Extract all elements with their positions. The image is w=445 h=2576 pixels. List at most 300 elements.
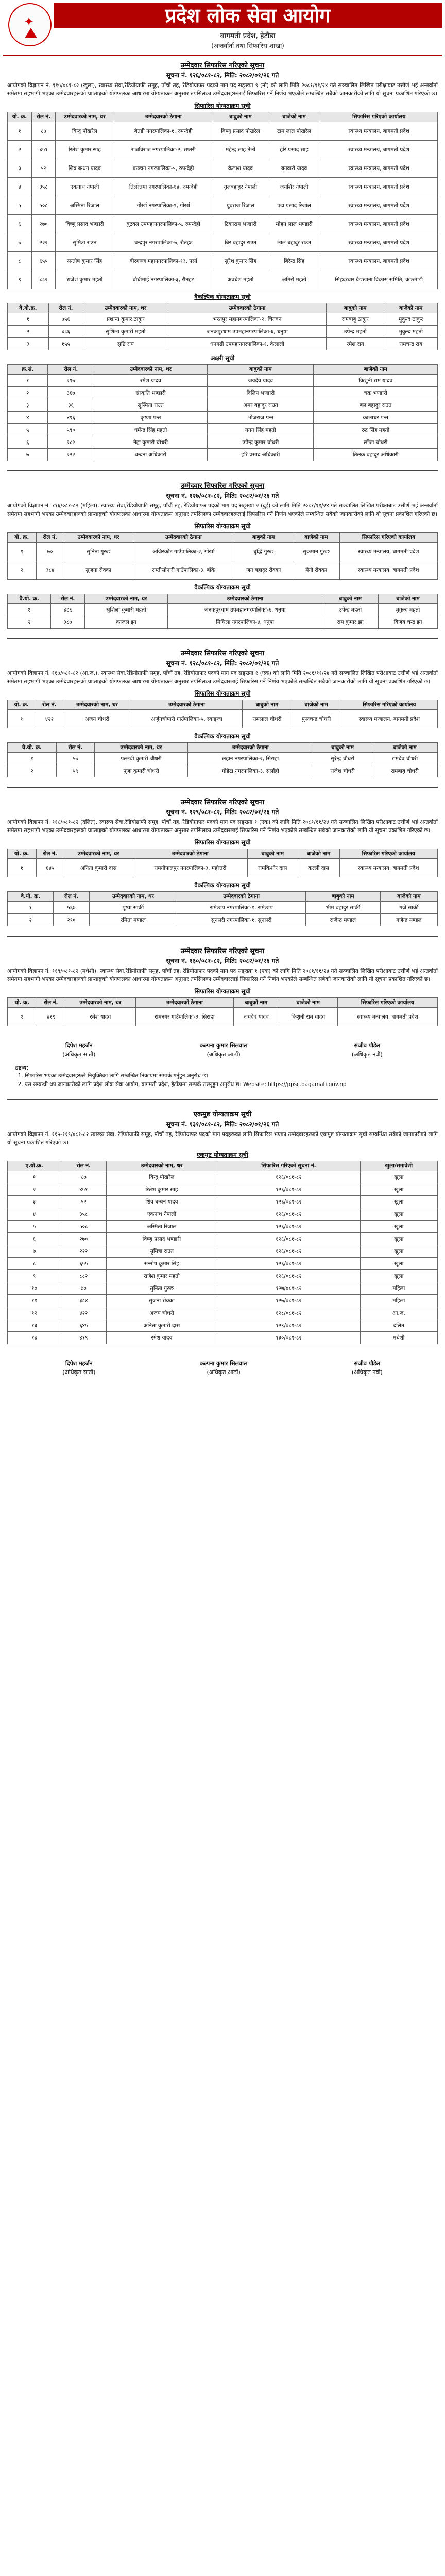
signer-name: संजीव पौडेल <box>354 1360 381 1367</box>
col-header: उम्मेदवारको ठेगाना <box>177 892 306 902</box>
table-cell: फुलचन्द्र चौधरी <box>292 710 341 728</box>
list-title: सिफारिस योग्यताक्रम सूची <box>194 988 251 995</box>
table-cell: ११ <box>8 1295 61 1307</box>
col-header: रोल नं. <box>36 533 64 543</box>
table-cell: बैतडी नगरपालिका-१, रुपन्देही <box>114 122 213 141</box>
table-row <box>8 178 438 196</box>
col-header: उम्मेदवारको ठेगाना <box>168 594 322 604</box>
table-cell: मुकुन्द ठाकुर <box>384 313 438 326</box>
table-cell: रितेश कुमार साह <box>56 141 114 159</box>
col-header: बाजेको नाम <box>380 892 437 902</box>
signature <box>352 1042 383 1058</box>
col-header: यो. क्र. <box>8 700 36 710</box>
signature <box>200 1360 248 1376</box>
signer-name: दिपेश महर्जन <box>65 1360 93 1367</box>
alternate-table <box>7 594 438 629</box>
table-cell: ६५५ <box>61 1258 106 1270</box>
table-cell: १ <box>8 604 51 616</box>
table-cell: तिलक बहादुर अधिकारी <box>314 449 438 461</box>
table-cell: अजय चौधरी <box>63 710 131 728</box>
col-header: उम्मेदवारको नाम, थर <box>65 998 136 1008</box>
signer-role: (अधिकृत नवौं) <box>351 1369 383 1376</box>
notice-title: एकमुष्ट योग्यताक्रम सूची <box>193 1111 252 1118</box>
signature <box>352 1360 383 1376</box>
consolidated-table <box>7 1161 438 1344</box>
flag-icon <box>25 28 37 38</box>
recommendation-table <box>7 532 438 580</box>
table-cell: रमिता मण्डल <box>89 914 177 926</box>
table-cell: तुलबहादुर नेपाली <box>213 178 268 196</box>
table-row <box>8 252 438 270</box>
notice-131 <box>0 1105 445 1348</box>
table-cell: स्वास्थ्य मन्त्रालय, बागमती प्रदेश <box>320 178 438 196</box>
table-cell: १२६/०८१-८२ <box>217 1183 360 1196</box>
table-cell: स्वास्थ्य मन्त्रालय, बागमती प्रदेश <box>337 1008 437 1026</box>
table-cell: गोर्खा नगरपालिका-९, गोर्खा <box>114 196 213 215</box>
table-cell: १२६/०८१-८२ <box>217 1233 360 1245</box>
table-row <box>8 1221 438 1233</box>
table-cell: राजविराज नगरपालिका-२, सप्तरी <box>114 141 213 159</box>
list-title: एकमुष्ट योग्यताक्रम सूची <box>197 1151 248 1158</box>
col-header: सिफारिस गरिएको कार्यालय <box>339 533 437 543</box>
table-cell: १२७/०८१-८२ <box>217 1282 360 1295</box>
col-header: रोल नं. <box>48 303 83 313</box>
table-cell: अनिता कुमारी दास <box>106 1319 217 1332</box>
col-header: बाबुको नाम <box>322 594 379 604</box>
col-header: रोल नं. <box>51 594 84 604</box>
col-header: सिफारिस गरिएको सूचना नं. <box>217 1161 360 1171</box>
section-divider <box>7 936 438 937</box>
table-cell: अजय चौधरी <box>106 1307 217 1319</box>
table-row <box>8 141 438 159</box>
table-cell: विष्णु प्रसाद पोखरेल <box>213 122 268 141</box>
table-row <box>8 1270 438 1282</box>
table-row <box>8 375 438 387</box>
table-cell: किशुनी राम यादव <box>279 1008 337 1026</box>
table-cell: बिर बहादुर राउत <box>213 233 268 252</box>
table-header-row <box>8 998 438 1008</box>
table-cell: स्वास्थ्य मन्त्रालय, बागमती प्रदेश <box>320 196 438 215</box>
col-header: बाबुको नाम <box>213 112 268 122</box>
table-cell: हरि प्रसाद अधिकारी <box>208 449 314 461</box>
table-cell: १२ <box>8 1307 61 1319</box>
table-cell: १ <box>8 375 48 387</box>
table-header-row <box>8 303 438 313</box>
table-cell: राम कुमार झा <box>322 616 379 629</box>
recommendation-table <box>7 849 438 877</box>
recommendation-table <box>7 112 438 289</box>
table-body <box>8 122 438 289</box>
table-cell: ३ <box>8 159 32 178</box>
table-cell: संस्कृति भण्डारी <box>94 387 208 399</box>
col-header: उम्मेदवारको नाम, थर <box>64 849 133 859</box>
table-cell: २ <box>8 387 48 399</box>
table-cell: ५०८ <box>32 196 56 215</box>
col-header: वै.यो. क्र. <box>8 743 57 753</box>
section-divider <box>7 1099 438 1100</box>
table-cell: ५७ <box>57 753 95 765</box>
col-header: बाजेको नाम <box>298 849 339 859</box>
table-cell: ८७ <box>32 122 56 141</box>
signer-name: संजीव पौडेल <box>354 1042 381 1049</box>
table-cell: अस्मिता रिजाल <box>56 196 114 215</box>
notice-number: सूचना नं. १३१/०८१-८२, मिति: २०८२/०१/२६ गते <box>166 1121 279 1128</box>
table-cell: सुनसरी नगरपालिका-१, सुनसरी <box>177 914 306 926</box>
table-cell: दलित <box>360 1319 437 1332</box>
table-cell: ७ <box>8 1245 61 1258</box>
recommendation-table <box>7 700 438 728</box>
table-body <box>8 313 438 350</box>
table-cell: चक्र भण्डारी <box>314 387 438 399</box>
col-header: उम्मेदवारको ठेगाना <box>131 700 243 710</box>
table-cell: महिला <box>360 1295 437 1307</box>
signer-role: (अधिकृत आठौं) <box>207 1369 241 1376</box>
table-cell: ३८७ <box>51 616 84 629</box>
table-cell: १२६/०८१-८२ <box>217 1245 360 1258</box>
signer-name: दिपेश महर्जन <box>65 1042 93 1049</box>
alternate-table <box>7 742 438 777</box>
table-row <box>8 543 438 561</box>
table-row <box>8 902 438 914</box>
table-row <box>8 710 438 728</box>
table-cell: पद्म प्रसाद रिजाल <box>268 196 320 215</box>
table-cell: ४ <box>8 178 32 196</box>
table-body <box>8 604 438 629</box>
col-header: उम्मेदवारको ठेगाना <box>133 849 247 859</box>
table-cell: १३ <box>8 1319 61 1332</box>
table-cell: स्वास्थ्य मन्त्रालय, बागमती प्रदेश <box>320 159 438 178</box>
notice-title: उम्मेदवार सिफारिस गरिएको सूचना <box>180 799 265 806</box>
table-cell: २ <box>8 765 57 777</box>
page-subtitle-2: (अन्तर्वार्ता तथा सिफारिस शाखा) <box>211 42 284 49</box>
emblem-logo <box>8 3 52 46</box>
col-header: रोल नं. <box>37 998 65 1008</box>
table-cell: ६४५ <box>36 859 64 877</box>
table-cell: राजेन्द्र मण्डल <box>305 914 380 926</box>
col-header: यो. क्र. <box>8 849 37 859</box>
table-cell: रामेछाप नगरपालिका-१, रामेछाप <box>177 902 306 914</box>
table-row <box>8 1282 438 1295</box>
table-cell: ९ <box>8 270 32 289</box>
table-cell: १३०/०८१-८२ <box>217 1332 360 1344</box>
table-cell: मोहन लाल भण्डारी <box>268 215 320 233</box>
table-row <box>8 1319 438 1332</box>
col-header: रोल नं. <box>57 743 95 753</box>
table-cell: महेन्द्र साह तेली <box>213 141 268 159</box>
page-title: प्रदेश लोक सेवा आयोग <box>54 3 442 28</box>
table-cell: कृष्णा पन्त <box>94 412 208 424</box>
table-row <box>8 561 438 580</box>
table-cell: स्वास्थ्य मन्त्रालय, बागमती प्रदेश <box>339 859 437 877</box>
table-cell: ४२२ <box>36 710 63 728</box>
table-cell: खुला <box>360 1245 437 1258</box>
table-cell: रामकिशोर दास <box>248 859 298 877</box>
table-cell: गगन सिंह महतो <box>208 424 314 436</box>
table-cell: ६ <box>8 1233 61 1245</box>
table-cell: सृष्टि राय <box>83 338 168 350</box>
notes-block <box>0 1062 445 1094</box>
signer-name: कल्पना कुमार सिलवाल <box>199 1042 248 1049</box>
table-header-row <box>8 892 438 902</box>
table-cell: रामदेव चौधरी <box>372 753 438 765</box>
table-cell: ३ <box>8 1196 61 1208</box>
table-cell: शिव बन्धन यादव <box>106 1196 217 1208</box>
signer-role: (अधिकृत नवौं) <box>351 1051 383 1058</box>
table-cell: बन्दना अधिकारी <box>94 449 208 461</box>
list-title: सिफारिस योग्यताक्रम सूची <box>194 522 251 530</box>
table-row <box>8 1171 438 1183</box>
table-row <box>8 1008 438 1026</box>
table-cell: ३८४ <box>61 1295 106 1307</box>
signature-block <box>0 1030 445 1062</box>
col-header: बाबुको नाम <box>313 743 372 753</box>
table-cell: भीम बहादुर सार्की <box>305 902 380 914</box>
table-cell: १ <box>8 859 37 877</box>
notice-body: आयोगको विज्ञापन नं. ११९/०८१-८२ (मधेशी), स्वास्थ्य सेवा,रेडियोग्राफी समूह, पाँचौं तह, रेडियोग्राफर पदको माग पद सङ्ख्या १ (एक) को लागि मिति २०८१/११/२४ गते सञ्चालित लिखित परीक्षाबाट उत्तीर्ण भई अन्तर्वार्ता समेतमा सहभागी भएका उम्मेदवारहरूको प्राप्ताङ्कको योगफलका आधारमा योग्यताक्रम अनुसार तपसिलका उम्मेदवारलाई सिफारिस गर्ने निर्णय भएकोले सम्बन्धित सबैको जानकारीको लागि यो सूचना प्रकाशित गरिएको छ। <box>7 968 438 982</box>
table-body <box>8 753 438 777</box>
table-cell: सुनिता गुरुङ <box>106 1282 217 1295</box>
table-row <box>8 765 438 777</box>
table-cell: एकनाथ नेपाली <box>106 1208 217 1221</box>
table-cell: १२६/०८१-८२ <box>217 1270 360 1282</box>
col-header: बाबुको नाम <box>208 365 314 375</box>
table-cell: रामबाबु चौधरी <box>372 765 438 777</box>
table-cell: मधेशी <box>360 1332 437 1344</box>
table-cell: बनवारी यादव <box>268 159 320 178</box>
table-cell: मुकुन्द महतो <box>379 604 438 616</box>
col-header: बाजेको नाम <box>293 533 340 543</box>
table-cell: ३५८ <box>61 1208 106 1221</box>
col-header: बाजेको नाम <box>279 998 337 1008</box>
table-cell: खुला <box>360 1233 437 1245</box>
table-cell: सुनिता गुरुङ <box>64 543 133 561</box>
table-cell: ५२ <box>32 159 56 178</box>
table-cell: ३६७ <box>48 387 94 399</box>
table-cell: अमिरी महतो <box>268 270 320 289</box>
signer-role: (अधिकृत सातौं) <box>62 1051 96 1058</box>
notice-126 <box>0 56 445 465</box>
col-header: बाबुको नाम <box>305 892 380 902</box>
table-cell: चन्द्रपुर नगरपालिका-७, रौतहट <box>114 233 213 252</box>
table-cell: धनगढी उपमहानगरपालिका-१, कैलाली <box>168 338 326 350</box>
notes-title: द्रष्टव्य: <box>15 1065 29 1071</box>
table-cell: गजे सार्की <box>380 902 437 914</box>
table-cell: ६ <box>8 436 48 449</box>
table-cell: ७ <box>8 449 48 461</box>
col-header: उम्मेदवारको नाम, थर <box>84 594 167 604</box>
table-cell: एकनाथ नेपाली <box>56 178 114 196</box>
notice-number: सूचना नं. १२६/०८१-८२, मिति: २०८२/०१/२६ गते <box>166 72 279 79</box>
col-header: वै.यो. क्र. <box>8 594 51 604</box>
col-header: सिफारिस गरिएको कार्यालय <box>337 998 437 1008</box>
notice-body: आयोगको विज्ञापन नं. ११५/०८१-८२ (खुला), स्वास्थ्य सेवा,रेडियोग्राफी समूह, पाँचौं तह, रेडियोग्राफर पदको माग पद सङ्ख्या ९ (नौ) को लागि मिति २०८१/११/२४ गते सञ्चालित लिखित परीक्षाबाट उत्तीर्ण भई अन्तर्वार्ता समेतमा सहभागी भएका उम्मेदवारहरूको प्राप्ताङ्कको योगफलका आधारमा योग्यताक्रम अनुसार तपसिलका उम्मेदवारहरूलाई सिफारिस गर्ने निर्णय भएकोले सम्बन्धित सबैको जानकारीको लागि यो सूचना प्रकाशित गरिएको छ। <box>7 82 438 97</box>
alphabetical-table <box>7 364 438 461</box>
table-cell: सुरेश कुमार सिंह <box>213 252 268 270</box>
table-cell: कालाधर पन्त <box>314 412 438 424</box>
table-cell: सुमित्रा राउत <box>106 1245 217 1258</box>
section-divider <box>7 787 438 788</box>
table-row <box>8 412 438 424</box>
table-row <box>8 1307 438 1319</box>
table-cell: स्वास्थ्य मन्त्रालय, बागमती प्रदेश <box>320 122 438 141</box>
table-body <box>8 1008 438 1026</box>
col-header: उम्मेदवारको ठेगाना <box>168 303 326 313</box>
notice-129 <box>0 793 445 930</box>
table-cell: २७० <box>61 1233 106 1245</box>
table-cell: मुकुन्द महतो <box>384 326 438 338</box>
table-cell: किशुनी राम यादव <box>314 375 438 387</box>
table-body <box>8 859 438 877</box>
page-header <box>0 0 445 55</box>
table-cell: शिव बन्धन यादव <box>56 159 114 178</box>
signature <box>62 1042 95 1058</box>
section-divider <box>7 638 438 639</box>
col-header: उम्मेदवारको नाम, थर <box>94 365 208 375</box>
table-cell: राजेश कुमार महतो <box>106 1270 217 1282</box>
signature-block <box>0 1348 445 1380</box>
col-header: उम्मेदवारको नाम, थर <box>89 892 177 902</box>
table-cell: विष्णु प्रसाद भण्डारी <box>106 1233 217 1245</box>
table-cell: जयशिर नेपाली <box>268 178 320 196</box>
col-header: यो. क्र. <box>8 112 32 122</box>
col-header: उम्मेदवारको नाम, थर <box>83 303 168 313</box>
table-cell: ५ <box>8 196 32 215</box>
notice-title: उम्मेदवार सिफारिस गरिएको सूचना <box>180 482 265 490</box>
table-cell: बिजय चन्द्र झा <box>379 616 438 629</box>
table-cell: जयदेव यादव <box>208 375 314 387</box>
table-cell: रमेश यादव <box>65 1008 136 1026</box>
table-cell: बिरेन्द्र सिंह <box>268 252 320 270</box>
table-body <box>8 543 438 580</box>
table-cell: रमेश राय <box>327 338 384 350</box>
table-row <box>8 616 438 629</box>
table-cell: १ <box>8 710 36 728</box>
table-body <box>8 1171 438 1344</box>
signature <box>200 1042 248 1058</box>
alternate-table <box>7 303 438 350</box>
table-cell: ४१९ <box>61 1332 106 1344</box>
table-cell: ३ <box>8 338 49 350</box>
table-cell: कल्ली दास <box>298 859 339 877</box>
table-cell: १० <box>8 1282 61 1295</box>
table-cell: पल्लवी कुमारी चौधरी <box>94 753 188 765</box>
table-cell: ७५६ <box>48 313 83 326</box>
table-cell: ८ <box>8 252 32 270</box>
table-cell: जनकपुरधाम उपमहानगरपालिका-६, धनुषा <box>168 604 322 616</box>
table-cell: ८ <box>8 1258 61 1270</box>
table-row <box>8 159 438 178</box>
table-cell: १ <box>8 122 32 141</box>
table-cell: पुष्पा सार्की <box>89 902 177 914</box>
table-cell: ७० <box>61 1282 106 1295</box>
notice-number: सूचना नं. १२९/०८१-८२, मिति: २०८२/०१/२६ गते <box>166 808 279 816</box>
table-row <box>8 1332 438 1344</box>
table-cell: १२६/०८१-८२ <box>217 1208 360 1221</box>
table-cell: बौधीमाई नगरपालिका-३, रौतहट <box>114 270 213 289</box>
table-row <box>8 1208 438 1221</box>
table-cell: २ <box>8 914 54 926</box>
table-cell: खुला <box>360 1208 437 1221</box>
table-cell: मिथिला नगरपालिका-४, धनुषा <box>168 616 322 629</box>
table-row <box>8 338 438 350</box>
table-cell: ५६७ <box>54 902 89 914</box>
notice-body: आयोगको विज्ञापन नं. ११८/०८१-८२ (दलित), स्वास्थ्य सेवा,रेडियोग्राफी समूह, पाँचौं तह, रेडियोग्राफर पदको माग पद सङ्ख्या १ (एक) को लागि मिति २०८१/११/२४ गते सञ्चालित लिखित परीक्षाबाट उत्तीर्ण भई अन्तर्वार्ता समेतमा सहभागी भएका उम्मेदवारहरूको प्राप्ताङ्कको योगफलका आधारमा योग्यताक्रम अनुसार तपसिलका उम्मेदवारलाई सिफारिस गर्ने निर्णय भएकोले सम्बन्धित सबैको जानकारीको लागि यो सूचना प्रकाशित गरिएको छ। <box>7 819 438 834</box>
table-cell: २८२ <box>48 436 94 449</box>
col-header: उम्मेदवारको नाम, थर <box>106 1161 217 1171</box>
table-cell: गजेन्द्र मण्डल <box>380 914 437 926</box>
table-cell: सुजना रोक्का <box>106 1295 217 1307</box>
table-body <box>8 902 438 926</box>
table-header-row <box>8 594 438 604</box>
notice-body: आयोगको विज्ञापन नं. ११७/०८१-८२ (आ.ज.), स्वास्थ्य सेवा,रेडियोग्राफी समूह, पाँचौं तह, रेडियोग्राफर पदको माग पद सङ्ख्या १ (एक) को लागि मिति २०८१/११/२४ गते सञ्चालित लिखित परीक्षाबाट उत्तीर्ण भई अन्तर्वार्ता समेतमा सहभागी भएका उम्मेदवारहरूको प्राप्ताङ्कको योगफलका आधारमा योग्यताक्रम अनुसार तपसिलका उम्मेदवारलाई सिफारिस गर्ने निर्णय भएकोले सम्बन्धित सबैको जानकारीको लागि यो सूचना प्रकाशित गरिएको छ। <box>7 670 438 685</box>
table-cell: आ.ज. <box>360 1307 437 1319</box>
col-header: रोल नं. <box>54 892 89 902</box>
table-cell: राजेश चौधरी <box>313 765 372 777</box>
table-cell: धर्मेन्द्र सिंह महतो <box>94 424 208 436</box>
table-cell: रामगोपालपुर नगरपालिका-३, महोत्तरी <box>133 859 247 877</box>
table-cell: तिलोत्तमा नगरपालिका-१४, रुपन्देही <box>114 178 213 196</box>
notice-number: सूचना नं. १२८/०८१-८२, मिति: २०८२/०१/२६ गते <box>166 659 279 667</box>
notice-title: उम्मेदवार सिफारिस गरिएको सूचना <box>180 650 265 657</box>
table-cell: युवराज रिजाल <box>213 196 268 215</box>
table-cell: २२२ <box>48 449 94 461</box>
table-cell: १४ <box>8 1332 61 1344</box>
table-cell: १ <box>8 1171 61 1183</box>
table-cell: गोडैटा नगरपालिका-३, सर्लाही <box>188 765 313 777</box>
table-cell: जनकपुरधाम उपमहानगरपालिका-६, धनुषा <box>168 326 326 338</box>
table-cell: राप्तीसोनारी गाउँपालिका-३, बाँके <box>133 561 234 580</box>
table-header-row <box>8 365 438 375</box>
table-row <box>8 399 438 412</box>
col-header: रोल नं. <box>61 1161 106 1171</box>
table-cell: टाम लाल पोखरेल <box>268 122 320 141</box>
table-cell: ४५१ <box>32 141 56 159</box>
col-header: सिफारिस गरिएको कार्यालय <box>341 700 437 710</box>
table-cell: अर्जुनचौपारी गाउँपालिका-५, स्याङ्जा <box>131 710 243 728</box>
table-row <box>8 233 438 252</box>
table-cell: विष्णु प्रसाद भण्डारी <box>56 215 114 233</box>
table-cell: १ <box>8 1008 37 1026</box>
col-header: रोल नं. <box>36 849 64 859</box>
table-cell: राजेश कुमार महतो <box>56 270 114 289</box>
table-header-row <box>8 1161 438 1171</box>
table-cell: महिला <box>360 1282 437 1295</box>
col-header: उम्मेदवारको नाम, थर <box>94 743 188 753</box>
table-cell: स्वास्थ्य मन्त्रालय, बागमती प्रदेश <box>320 233 438 252</box>
col-header: रोल नं. <box>48 365 94 375</box>
table-cell: ४८६ <box>51 604 84 616</box>
col-header: बाबुको नाम <box>327 303 384 313</box>
notice-title: उम्मेदवार सिफारिस गरिएको सूचना <box>180 947 265 955</box>
star-icon: ✦ <box>24 14 35 29</box>
page-subtitle: बागमती प्रदेश, हेटौंडा <box>220 32 276 40</box>
table-cell: २ <box>8 561 37 580</box>
table-row <box>8 1258 438 1270</box>
table-cell: रामनगर गाउँपालिका-३, सिराहा <box>135 1008 234 1026</box>
col-header: बाजेको नाम <box>379 594 438 604</box>
signer-name: कल्पना कुमार सिलवाल <box>199 1360 248 1367</box>
table-cell: लौंजा चौधरी <box>314 436 438 449</box>
table-header-row <box>8 849 438 859</box>
table-cell: पूजा कुमारी चौधरी <box>94 765 188 777</box>
table-cell: रुद्र सिंह महतो <box>314 424 438 436</box>
table-cell: खुला <box>360 1171 437 1183</box>
table-cell: सुस्मिता राउत <box>94 399 208 412</box>
table-cell: ५०८ <box>61 1221 106 1233</box>
table-row <box>8 326 438 338</box>
col-header: वै.यो.क्र. <box>8 303 49 313</box>
table-row <box>8 914 438 926</box>
